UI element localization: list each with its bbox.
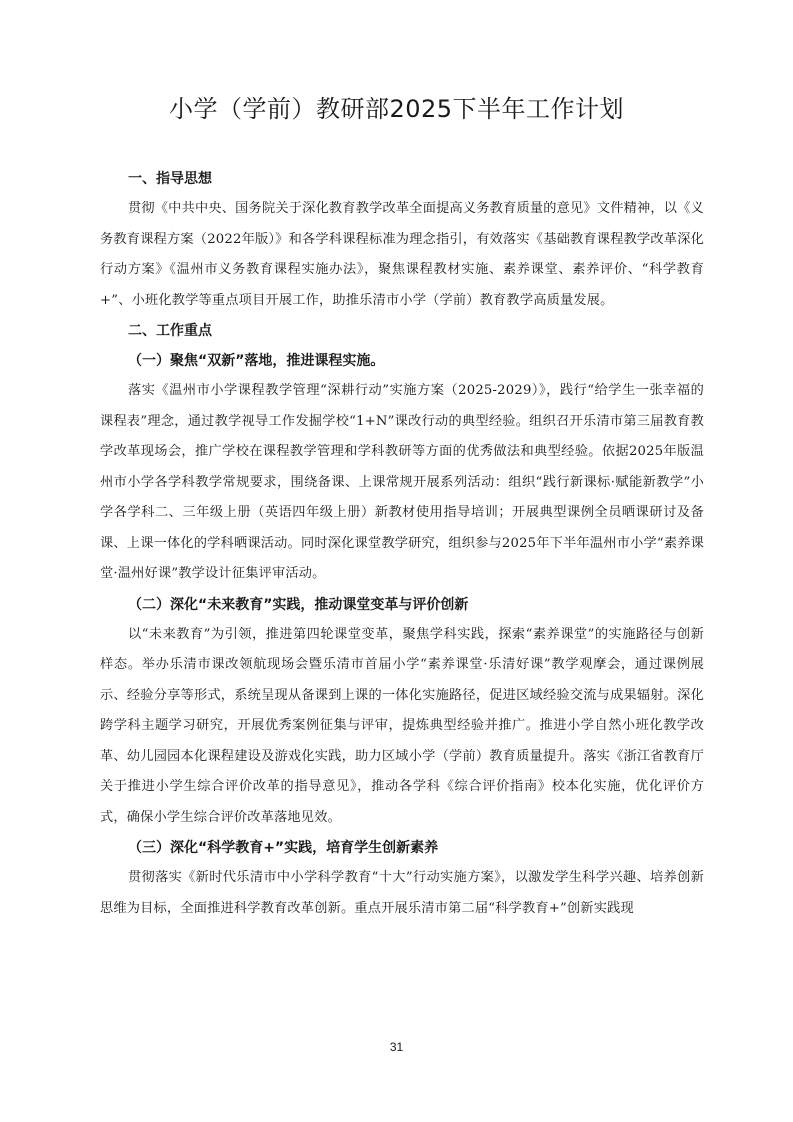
paragraph-subsection-2: 以“未来教育”为引领，推进第四轮课堂变革，聚焦学科实践，探索“素养课堂”的实施路径与创新样态。举办乐清市课改领航现场会暨乐清市首届小学“素养课堂·乐清好课”教学观摩会，通过课例展示、经验分享等形式，系统呈现从备课到上课的一体化实施路径，促进区域经验交流与成果辐射。深化跨学科主题学习研究，开展优秀案例征集与评审，提炼典型经验并推广。推进小学自然小班化教学改革、幼儿园园本化课程建设及游戏化实践，助力区域小学（学前）教育质量提升。落实《浙江省教育厅关于推进小学生综合评价改革的指导意见》，推动各学科《综合评价指南》校本化实施，优化评价方式，确保小学生综合评价改革落地见效。 bbox=[100, 626, 704, 825]
subsection-heading-3: （三）深化“科学教育+”实践，培育学生创新素养 bbox=[128, 840, 439, 856]
page-title: 小学（学前）教研部2025下半年工作计划 bbox=[168, 95, 625, 123]
paragraph-subsection-3: 贯彻落实《新时代乐清市中小学科学教育“十大”行动实施方案》，以激发学生科学兴趣、培养创新思维为目标，全面推进科学教育改革创新。重点开展乐清市第二届“科学教育+”创新实践现 bbox=[100, 870, 704, 916]
paragraph-subsection-1: 落实《温州市小学课程教学管理“深耕行动”实施方案（2025-2029）》，践行“给学生一张幸福的课程表”理念，通过教学视导工作发掘学校“1+N”课改行动的典型经验。组织召开乐清市第三届教育教学改革现场会，推广学校在课程教学管理和学科教研等方面的优秀做法和典型经验。依据2025年版温州市小学各学科教学常规要求，围绕备课、上课常规开展系列活动：组织“践行新课标·赋能新教学”小学各学科二、三年级上册（英语四年级上册）新教材使用指导培训；开展典型课例全员晒课研讨及备课、上课一体化的学科晒课活动。同时深化课堂教学研究，组织参与2025年下半年温州市小学“素养课堂·温州好课”教学设计征集评审活动。 bbox=[100, 383, 704, 581]
document-body bbox=[100, 164, 704, 924]
subsection-heading-2: （二）深化“未来教育”实践，推动课堂变革与评价创新 bbox=[128, 596, 469, 613]
paragraph-guiding-ideology: 贯彻《中共中央、国务院关于深化教育教学改革全面提高义务教育质量的意见》文件精神，以《义务教育课程方案（2022年版）》和各学科课程标准为理念指引，有效落实《基础教育课程教学改革深化行动方案》《温州市义务教育课程实施办法》，聚焦课程教材实施、素养课堂、素养评价、“科学教育+”、小班化教学等重点项目开展工作，助推乐清市小学（学前）教育教学高质量发展。 bbox=[100, 201, 704, 308]
page-number: 31 bbox=[389, 1040, 404, 1054]
subsection-heading-1: （一）聚焦“双新”落地，推进课程实施。 bbox=[128, 353, 385, 369]
section-heading-guiding-ideology: 一、指导思想 bbox=[128, 171, 212, 187]
section-heading-work-focus: 二、工作重点 bbox=[128, 323, 212, 339]
